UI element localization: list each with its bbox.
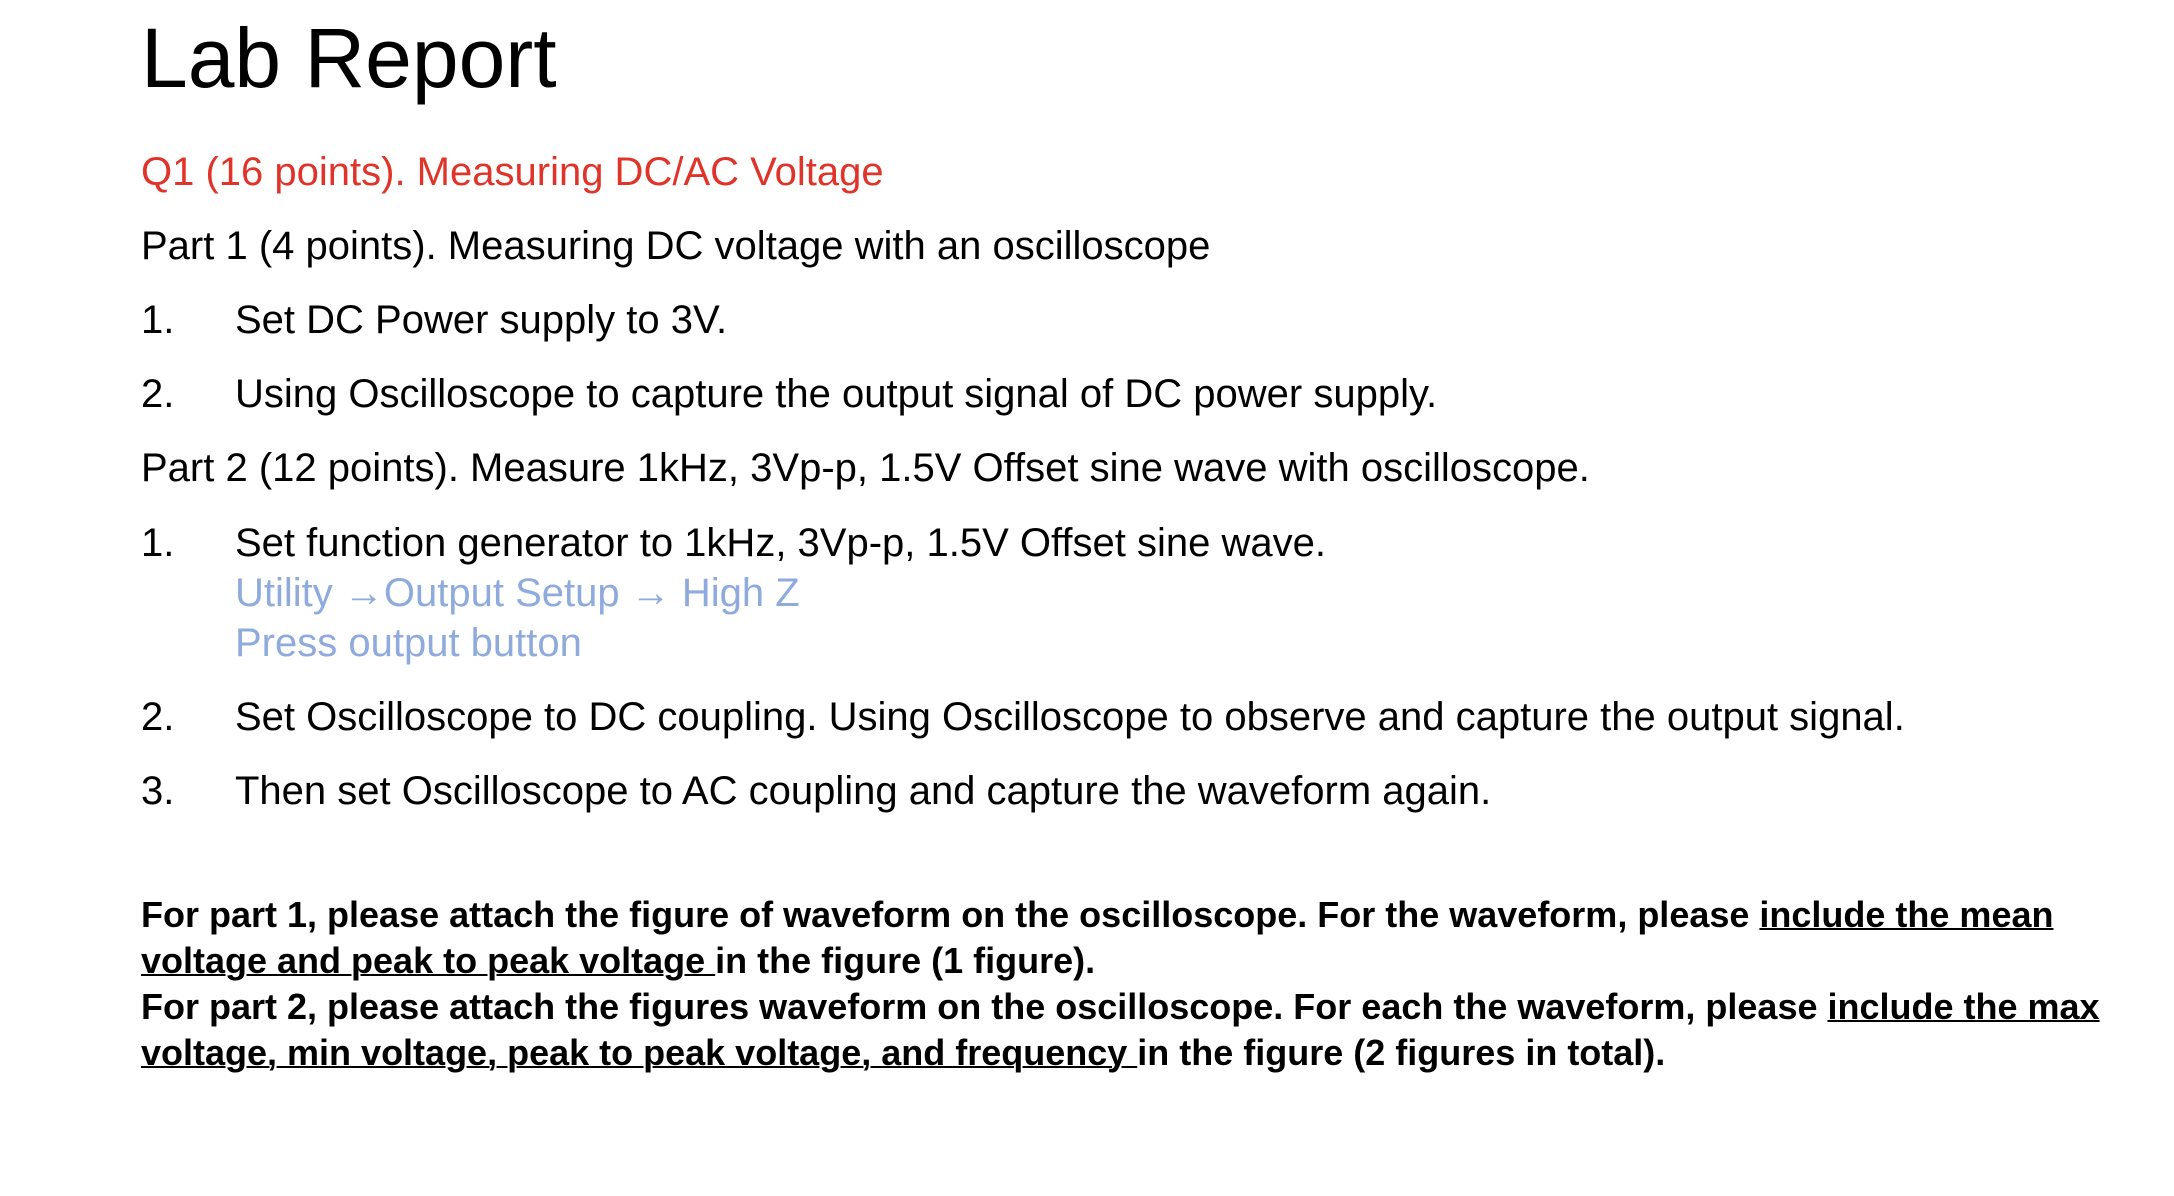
part1-instruction-cont: [141, 938, 2141, 984]
q1-heading: Q1 (16 points). Measuring DC/AC Voltage: [141, 150, 884, 194]
part1-instruction: [141, 892, 2141, 938]
part1-heading: Part 1 (4 points). Measuring DC voltage with an oscilloscope: [141, 224, 1211, 268]
part2-step2-text: Set Oscilloscope to DC coupling. Using Oscilloscope to observe and capture the output signal.: [235, 695, 1905, 739]
part2-heading: Part 2 (12 points). Measure 1kHz, 3Vp-p, 1.5V Offset sine wave with oscilloscope.: [141, 446, 1590, 490]
part2-step3-number: 3.: [141, 769, 175, 813]
part2-step1-text: Set function generator to 1kHz, 3Vp-p, 1.5V Offset sine wave.: [235, 521, 1326, 565]
part2-instruction-text: For part 2, please attach the figures waveform on the oscilloscope. For each the waveform, please: [141, 986, 1828, 1027]
part1-instruction-end: in the figure (1 figure).: [715, 940, 1096, 981]
instructions-block: [141, 892, 2141, 1076]
part1-emphasis: include the mean: [1759, 894, 2054, 935]
part2-step3-text: Then set Oscilloscope to AC coupling and capture the waveform again.: [235, 769, 1492, 813]
hint-high-z: High Z: [681, 571, 800, 615]
part2-instruction: [141, 984, 2141, 1030]
hint-output-setup: Output Setup: [383, 571, 620, 615]
part2-emphasis-cont: voltage, min voltage, peak to peak voltage, and frequency: [141, 1032, 1138, 1073]
right-arrow-icon: →: [343, 571, 384, 615]
part2-step2-number: 2.: [141, 695, 175, 739]
part1-step1-number: 1.: [141, 298, 175, 342]
menu-path-hint: [235, 568, 800, 618]
part1-emphasis-cont: voltage and peak to peak voltage: [141, 940, 716, 981]
part1-instruction-text: For part 1, please attach the figure of waveform on the oscilloscope. For the waveform, please: [141, 894, 1760, 935]
part2-emphasis: include the max: [1827, 986, 2100, 1027]
hint-utility: Utility: [235, 571, 333, 615]
part1-step1-text: Set DC Power supply to 3V.: [235, 298, 728, 342]
part2-instruction-end: in the figure (2 figures in total).: [1137, 1032, 1666, 1073]
part2-step1-number: 1.: [141, 521, 175, 565]
right-arrow-icon: →: [630, 571, 671, 615]
part1-step2-text: Using Oscilloscope to capture the output signal of DC power supply.: [235, 372, 1438, 416]
page-title: Lab Report: [141, 11, 557, 105]
press-output-hint: Press output button: [235, 621, 582, 665]
part2-instruction-cont: [141, 1030, 2141, 1076]
part1-step2-number: 2.: [141, 372, 175, 416]
